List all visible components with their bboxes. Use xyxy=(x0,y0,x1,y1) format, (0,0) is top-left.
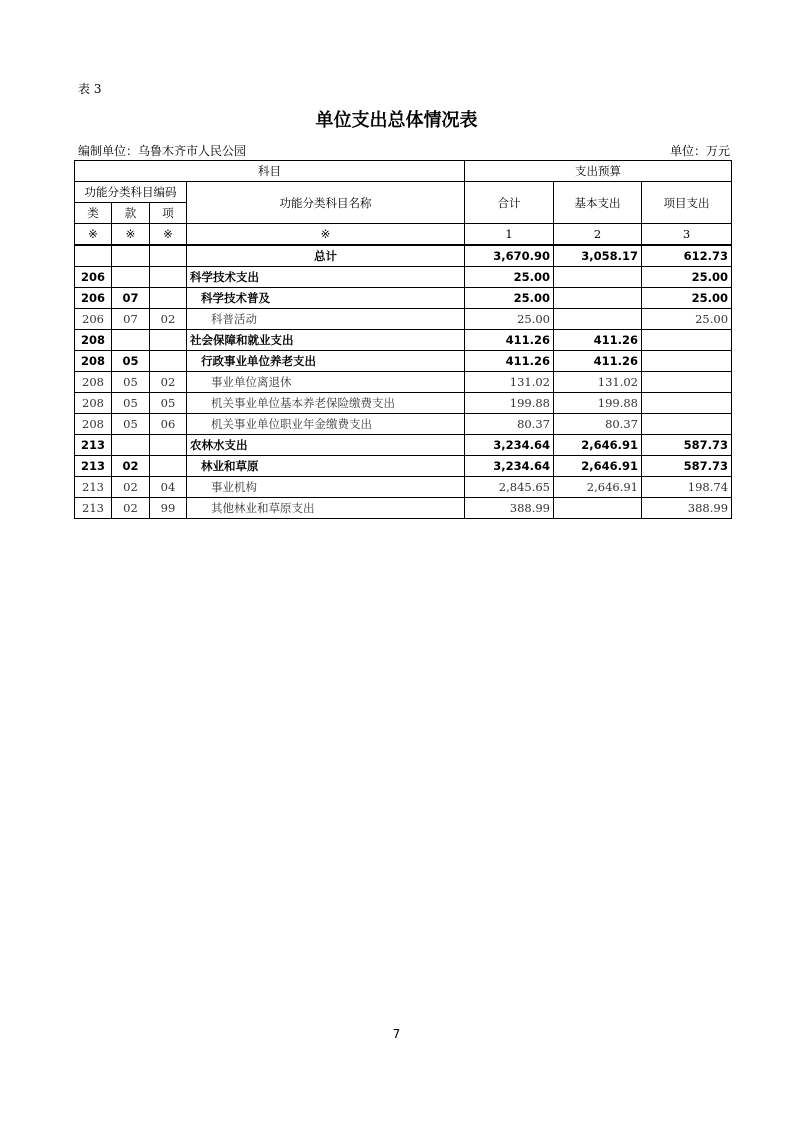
table-row xyxy=(75,456,732,477)
mark-kuan: ※ xyxy=(112,224,150,246)
cell-basic: 411.26 xyxy=(554,351,642,372)
cell-name: 科学技术普及 xyxy=(187,288,465,309)
cell-xiang xyxy=(150,456,187,477)
cell-total: 80.37 xyxy=(465,414,554,435)
page-number: 7 xyxy=(392,1027,401,1041)
cell-name: 行政事业单位养老支出 xyxy=(187,351,465,372)
cell-project: 198.74 xyxy=(642,477,732,498)
cell-basic: 2,646.91 xyxy=(554,477,642,498)
cell-xiang xyxy=(150,267,187,288)
cell-kuan: 05 xyxy=(112,414,150,435)
table-row xyxy=(75,372,732,393)
header-kuan: 款 xyxy=(112,203,150,224)
cell-xiang: 04 xyxy=(150,477,187,498)
cell-name: 科普活动 xyxy=(187,309,465,330)
cell-project: 612.73 xyxy=(642,245,732,267)
table-row xyxy=(75,477,732,498)
cell-lei: 208 xyxy=(75,372,112,393)
cell-name: 总计 xyxy=(187,245,465,267)
header-code-group: 功能分类科目编码 xyxy=(75,182,187,203)
cell-basic xyxy=(554,288,642,309)
table-row xyxy=(75,288,732,309)
cell-xiang xyxy=(150,288,187,309)
cell-kuan xyxy=(112,267,150,288)
cell-total: 388.99 xyxy=(465,498,554,519)
cell-name: 事业单位离退休 xyxy=(187,372,465,393)
cell-project: 25.00 xyxy=(642,267,732,288)
cell-project: 25.00 xyxy=(642,309,732,330)
cell-kuan xyxy=(112,435,150,456)
cell-lei: 206 xyxy=(75,288,112,309)
cell-project: 388.99 xyxy=(642,498,732,519)
cell-basic: 3,058.17 xyxy=(554,245,642,267)
table-row xyxy=(75,435,732,456)
cell-name: 其他林业和草原支出 xyxy=(187,498,465,519)
page-title: 单位支出总体情况表 xyxy=(315,110,478,131)
cell-project xyxy=(642,330,732,351)
cell-project xyxy=(642,393,732,414)
cell-name: 社会保障和就业支出 xyxy=(187,330,465,351)
cell-total: 199.88 xyxy=(465,393,554,414)
compiler-unit: 编制单位：乌鲁木齐市人民公园 xyxy=(78,144,247,158)
cell-kuan xyxy=(112,245,150,267)
cell-kuan: 05 xyxy=(112,351,150,372)
col-number-3: 3 xyxy=(642,224,732,246)
cell-name: 科学技术支出 xyxy=(187,267,465,288)
cell-lei: 213 xyxy=(75,435,112,456)
table-row xyxy=(75,245,732,267)
cell-name: 机关事业单位基本养老保险缴费支出 xyxy=(187,393,465,414)
header-project: 项目支出 xyxy=(642,182,732,224)
header-lei: 类 xyxy=(75,203,112,224)
header-basic: 基本支出 xyxy=(554,182,642,224)
mark-xiang: ※ xyxy=(150,224,187,246)
cell-total: 25.00 xyxy=(465,309,554,330)
cell-kuan: 02 xyxy=(112,498,150,519)
cell-xiang: 06 xyxy=(150,414,187,435)
cell-xiang: 05 xyxy=(150,393,187,414)
cell-basic: 199.88 xyxy=(554,393,642,414)
header-row-1 xyxy=(75,161,732,182)
header-row-4 xyxy=(75,224,732,246)
cell-name: 农林水支出 xyxy=(187,435,465,456)
table-row xyxy=(75,330,732,351)
cell-basic: 411.26 xyxy=(554,330,642,351)
header-total: 合计 xyxy=(465,182,554,224)
col-number-1: 1 xyxy=(465,224,554,246)
cell-basic xyxy=(554,309,642,330)
cell-lei: 206 xyxy=(75,267,112,288)
cell-kuan: 05 xyxy=(112,393,150,414)
table-row xyxy=(75,498,732,519)
col-number-2: 2 xyxy=(554,224,642,246)
cell-lei: 208 xyxy=(75,414,112,435)
cell-name: 事业机构 xyxy=(187,477,465,498)
cell-lei: 208 xyxy=(75,330,112,351)
mark-name: ※ xyxy=(187,224,465,246)
cell-total: 3,234.64 xyxy=(465,435,554,456)
cell-lei: 213 xyxy=(75,456,112,477)
cell-project: 587.73 xyxy=(642,435,732,456)
cell-lei: 208 xyxy=(75,351,112,372)
cell-lei: 213 xyxy=(75,498,112,519)
cell-project xyxy=(642,372,732,393)
cell-project: 25.00 xyxy=(642,288,732,309)
expenditure-table xyxy=(74,160,732,519)
cell-project xyxy=(642,351,732,372)
table-row xyxy=(75,309,732,330)
cell-basic xyxy=(554,498,642,519)
header-row-2 xyxy=(75,182,732,203)
cell-xiang: 02 xyxy=(150,309,187,330)
cell-total: 3,234.64 xyxy=(465,456,554,477)
cell-kuan: 07 xyxy=(112,288,150,309)
cell-lei xyxy=(75,245,112,267)
table-row xyxy=(75,267,732,288)
cell-kuan: 05 xyxy=(112,372,150,393)
cell-total: 25.00 xyxy=(465,267,554,288)
table-row xyxy=(75,414,732,435)
mark-lei: ※ xyxy=(75,224,112,246)
cell-name: 机关事业单位职业年金缴费支出 xyxy=(187,414,465,435)
cell-xiang: 99 xyxy=(150,498,187,519)
cell-basic: 2,646.91 xyxy=(554,435,642,456)
cell-lei: 213 xyxy=(75,477,112,498)
cell-project: 587.73 xyxy=(642,456,732,477)
cell-xiang xyxy=(150,435,187,456)
cell-basic xyxy=(554,267,642,288)
table-row xyxy=(75,351,732,372)
header-budget: 支出预算 xyxy=(465,161,732,182)
cell-lei: 206 xyxy=(75,309,112,330)
currency-unit: 单位：万元 xyxy=(669,144,730,158)
table-row xyxy=(75,393,732,414)
cell-total: 2,845.65 xyxy=(465,477,554,498)
header-xiang: 项 xyxy=(150,203,187,224)
cell-basic: 2,646.91 xyxy=(554,456,642,477)
cell-kuan xyxy=(112,330,150,351)
cell-total: 411.26 xyxy=(465,351,554,372)
header-subject: 科目 xyxy=(75,161,465,182)
cell-xiang xyxy=(150,245,187,267)
table-label: 表 3 xyxy=(78,82,102,96)
cell-kuan: 02 xyxy=(112,477,150,498)
cell-basic: 131.02 xyxy=(554,372,642,393)
header-name: 功能分类科目名称 xyxy=(187,182,465,224)
cell-project xyxy=(642,414,732,435)
cell-total: 131.02 xyxy=(465,372,554,393)
cell-kuan: 07 xyxy=(112,309,150,330)
cell-total: 3,670.90 xyxy=(465,245,554,267)
cell-lei: 208 xyxy=(75,393,112,414)
cell-total: 411.26 xyxy=(465,330,554,351)
cell-xiang: 02 xyxy=(150,372,187,393)
cell-name: 林业和草原 xyxy=(187,456,465,477)
cell-kuan: 02 xyxy=(112,456,150,477)
cell-total: 25.00 xyxy=(465,288,554,309)
cell-basic: 80.37 xyxy=(554,414,642,435)
cell-xiang xyxy=(150,351,187,372)
cell-xiang xyxy=(150,330,187,351)
